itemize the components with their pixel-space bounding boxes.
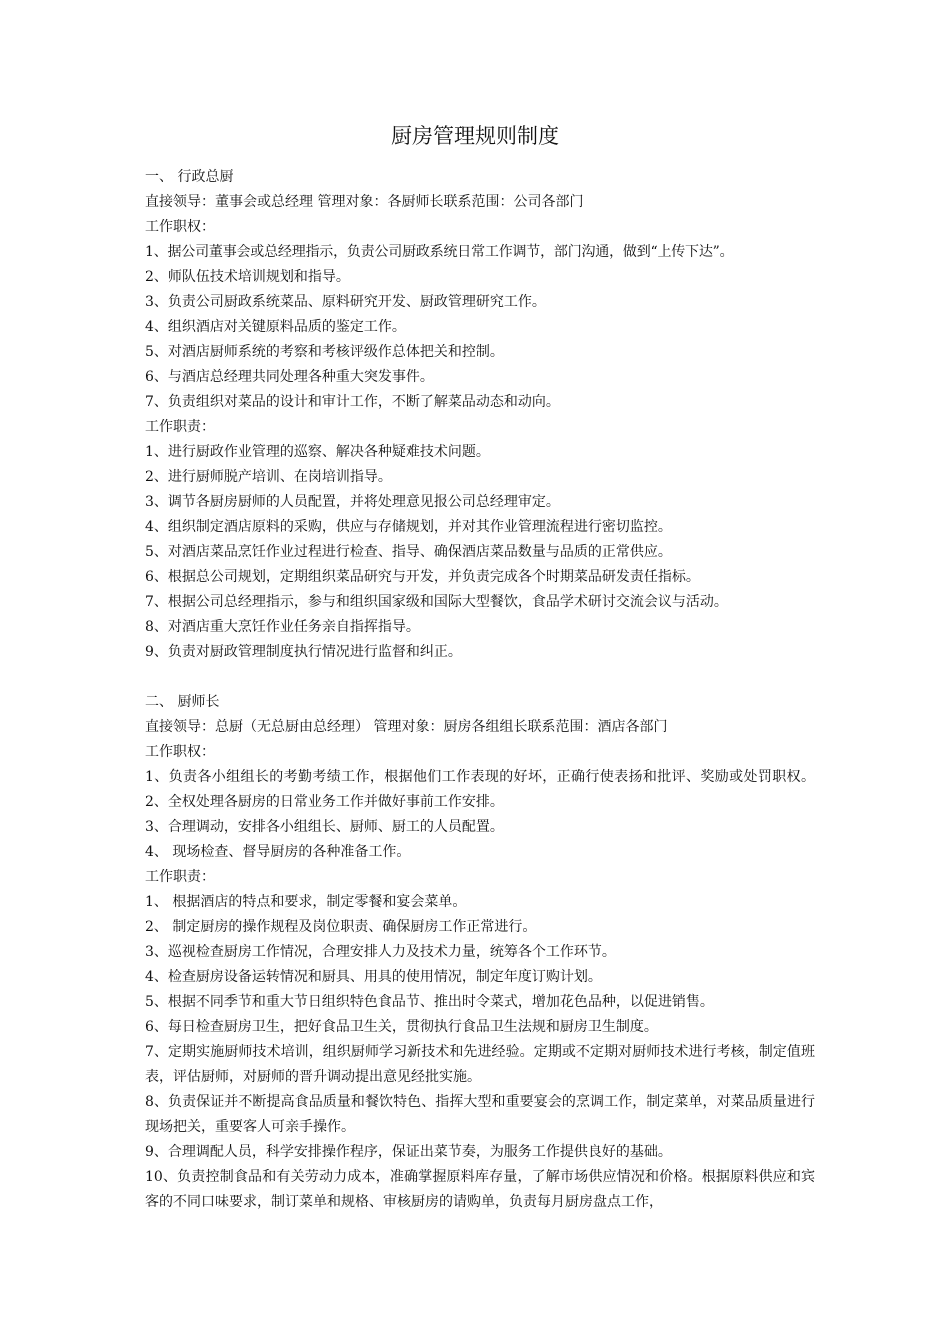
list-item: 8、对酒店重大烹饪作业任务亲自指挥指导。 <box>145 619 420 635</box>
duties-label: 工作职责： <box>145 869 215 885</box>
section-heading: 二、 厨师长 <box>145 694 220 710</box>
list-item: 7、定期实施厨师技术培训，组织厨师学习新技术和先进经验。定期或不定期对厨师技术进行考核，制定值班表，评估厨师，对厨师的晋升调动提出意见经批实施。 <box>145 1044 815 1085</box>
list-item: 4、检查厨房设备运转情况和厨具、用具的使用情况，制定年度订购计划。 <box>145 969 602 985</box>
list-item: 9、负责对厨政管理制度执行情况进行监督和纠正。 <box>145 644 462 660</box>
list-item: 1、 根据酒店的特点和要求，制定零餐和宴会菜单。 <box>145 894 467 910</box>
list-item: 7、根据公司总经理指示，参与和组织国家级和国际大型餐饮，食品学术研讨交流会议与活动。 <box>145 594 728 610</box>
list-item: 3、调节各厨房厨师的人员配置，并将处理意见报公司总经理审定。 <box>145 494 560 510</box>
list-item: 6、与酒店总经理共同处理各种重大突发事件。 <box>145 369 434 385</box>
list-item: 5、对酒店厨师系统的考察和考核评级作总体把关和控制。 <box>145 344 504 360</box>
list-item: 1、据公司董事会或总经理指示，负责公司厨政系统日常工作调节，部门沟通，做到“上传下达”。 <box>145 244 734 260</box>
list-item: 1、负责各小组组长的考勤考绩工作，根据他们工作表现的好坏，正确行使表扬和批评、奖励或处罚职权。2、全权处理各厨房的日常业务工作并做好事前工作安排。 <box>145 769 815 810</box>
list-item: 10、负责控制食品和有关劳动力成本，准确掌握原料库存量，了解市场供应情况和价格。根据原料供应和宾客的不同口味要求，制订菜单和规格、审核厨房的请购单，负责每月厨房盘点工作， <box>145 1169 815 1210</box>
duties-label: 工作职责： <box>145 419 215 435</box>
section-executive-chef <box>145 165 815 665</box>
list-item: 5、根据不同季节和重大节日组织特色食品节、推出时令菜式，增加花色品种，以促进销售。 <box>145 994 714 1010</box>
list-item: 8、负责保证并不断提高食品质量和餐饮特色、指挥大型和重要宴会的烹调工作，制定菜单，对菜品质量进行现场把关，重要客人可亲手操作。 <box>145 1094 815 1135</box>
list-item: 2、师队伍技术培训规划和指导。 <box>145 269 350 285</box>
list-item: 6、每日检查厨房卫生，把好食品卫生关，贯彻执行食品卫生法规和厨房卫生制度。 <box>145 1019 658 1035</box>
list-item: 5、对酒店菜品烹饪作业过程进行检查、指导、确保酒店菜品数量与品质的正常供应。 <box>145 544 672 560</box>
list-item: 6、根据总公司规划，定期组织菜品研究与开发，并负责完成各个时期菜品研发责任指标。 <box>145 569 700 585</box>
document-body <box>145 165 815 1215</box>
section-spacer <box>145 665 815 690</box>
section-head-chef <box>145 690 815 1215</box>
list-item: 9、合理调配人员，科学安排操作程序，保证出菜节奏，为服务工作提供良好的基础。 <box>145 1144 672 1160</box>
list-item: 3、巡视检查厨房工作情况，合理安排人力及技术力量，统筹各个工作环节。 <box>145 944 616 960</box>
list-item: 1、进行厨政作业管理的巡察、解决各种疑难技术问题。 <box>145 444 490 460</box>
list-item: 4、组织酒店对关键原料品质的鉴定工作。 <box>145 319 406 335</box>
document-title: 厨房管理规则制度 <box>391 124 559 148</box>
powers-label: 工作职权： <box>145 219 215 235</box>
powers-label: 工作职权： <box>145 744 215 760</box>
list-item: 2、进行厨师脱产培训、在岗培训指导。 <box>145 469 392 485</box>
list-item: 2、 制定厨房的操作规程及岗位职责、确保厨房工作正常进行。 <box>145 919 537 935</box>
section-meta: 直接领导：董事会或总经理 管理对象：各厨师长联系范围：公司各部门 <box>145 194 584 210</box>
list-item: 4、 现场检查、督导厨房的各种准备工作。 <box>145 844 411 860</box>
list-item: 3、合理调动，安排各小组组长、厨师、厨工的人员配置。 <box>145 819 504 835</box>
section-heading: 一、 行政总厨 <box>145 169 234 185</box>
section-meta: 直接领导：总厨（无总厨由总经理） 管理对象：厨房各组组长联系范围：酒店各部门 <box>145 719 668 735</box>
list-item: 4、组织制定酒店原料的采购，供应与存储规划，并对其作业管理流程进行密切监控。 <box>145 519 672 535</box>
list-item: 7、负责组织对菜品的设计和审计工作，不断了解菜品动态和动向。 <box>145 394 560 410</box>
list-item: 3、负责公司厨政系统菜品、原料研究开发、厨政管理研究工作。 <box>145 294 546 310</box>
